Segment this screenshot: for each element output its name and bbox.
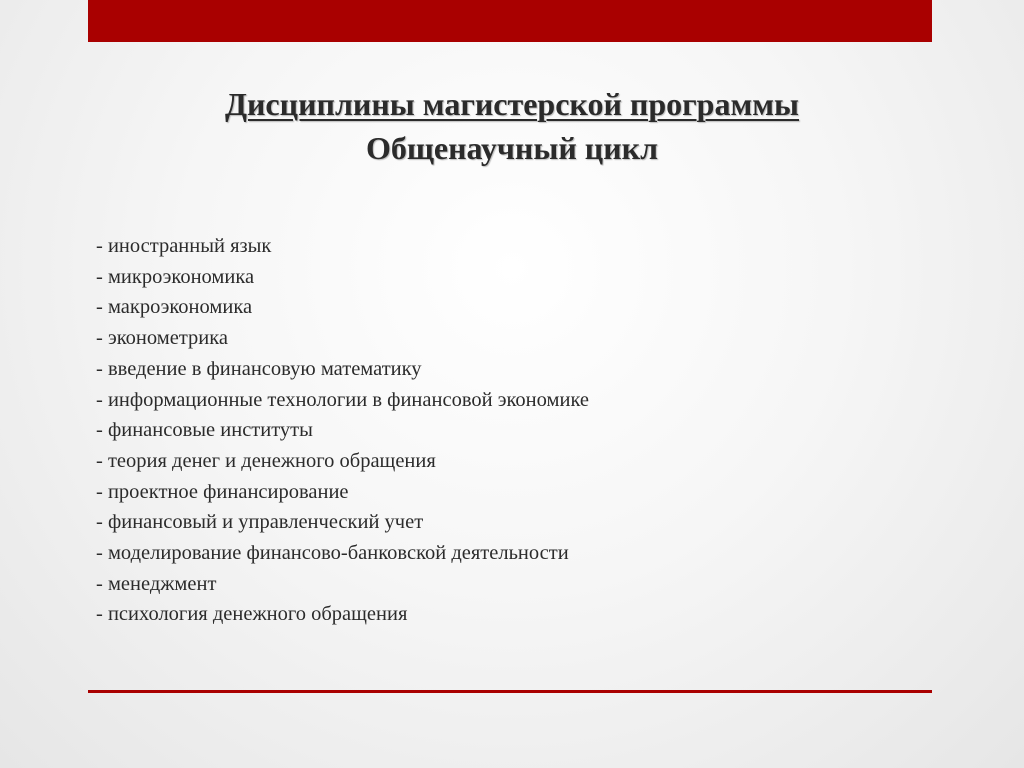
bottom-divider-line: [88, 690, 932, 693]
list-item: - психология денежного обращения: [96, 603, 408, 626]
list-item: - теория денег и денежного обращения: [96, 449, 436, 472]
list-item: - микроэкономика: [96, 265, 255, 288]
slide-subtitle: Общенаучный цикл: [365, 130, 659, 166]
list-item: - макроэкономика: [96, 296, 253, 319]
list-item: - финансовый и управленческий учет: [96, 511, 424, 534]
discipline-list: [96, 231, 916, 630]
list-item: - проектное финансирование: [96, 480, 349, 503]
list-item: - эконометрика: [96, 327, 228, 350]
list-item: - финансовые институты: [96, 419, 313, 442]
list-item: - информационные технологии в финансовой экономике: [96, 388, 589, 411]
top-accent-bar: [88, 0, 932, 42]
title-block: [0, 82, 1024, 170]
list-item: - моделирование финансово-банковской деятельности: [96, 542, 569, 565]
list-item: - введение в финансовую математику: [96, 357, 422, 380]
list-item: - менеджмент: [96, 572, 217, 595]
slide-title: Дисциплины магистерской программы: [224, 86, 800, 122]
list-item: - иностранный язык: [96, 235, 272, 257]
